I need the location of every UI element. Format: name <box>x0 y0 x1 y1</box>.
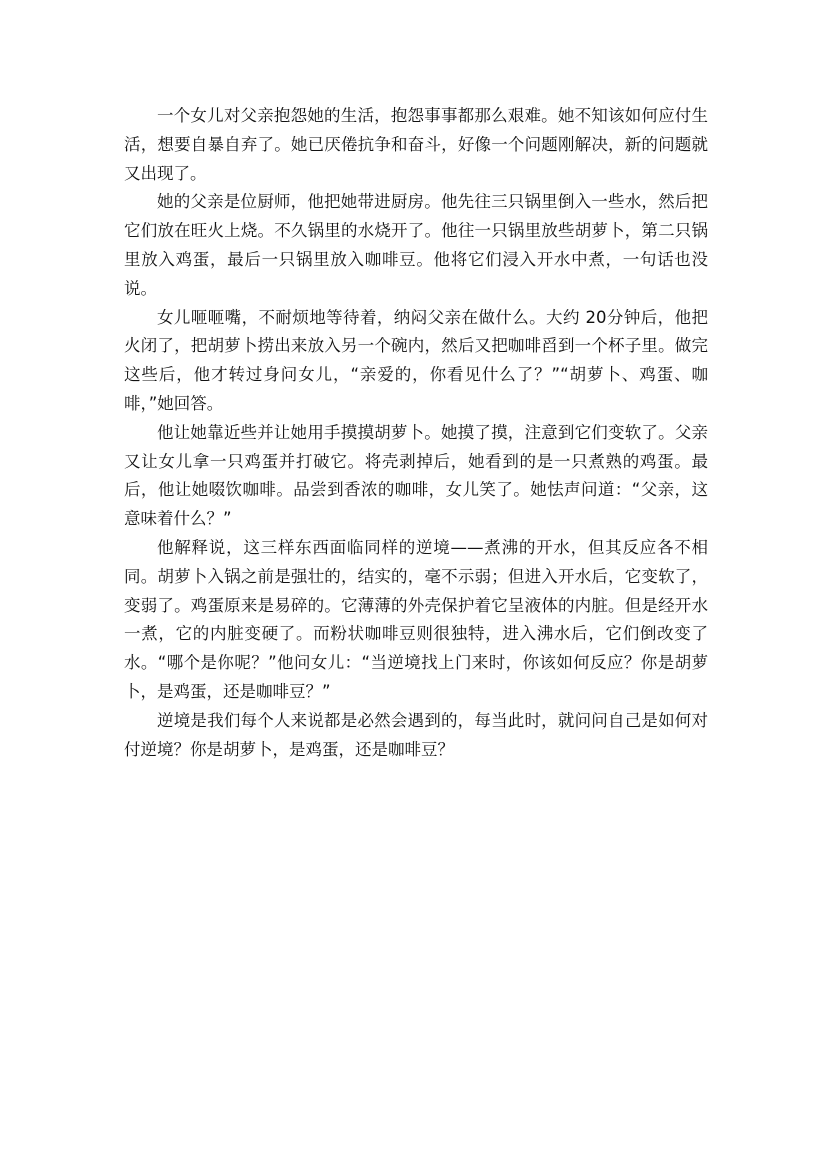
paragraph-5: 他解释说，这三样东西面临同样的逆境——煮沸的开水，但其反应各不相同。胡萝卜入锅之前是强壮的，结实的，毫不示弱；但进入开水后，它变软了，变弱了。鸡蛋原来是易碎的。它薄薄的外壳保护着它呈液体的内脏。但是经开水一煮，它的内脏变硬了。而粉状咖啡豆则很独特，进入沸水后，它们倒改变了水。“哪个是你呢？”他问女儿：“当逆境找上门来时，你该如何反应？你是胡萝卜，是鸡蛋，还是咖啡豆？” <box>124 537 708 701</box>
paragraph-2: 她的父亲是位厨师，他把她带进厨房。他先往三只锅里倒入一些水，然后把它们放在旺火上烧。不久锅里的水烧开了。他往一只锅里放些胡萝卜，第二只锅里放入鸡蛋，最后一只锅里放入咖啡豆。他将它们浸入开水中煮，一句话也没说。 <box>124 192 708 298</box>
paragraph-3: 女儿咂咂嘴，不耐烦地等待着，纳闷父亲在做什么。大约 20分钟后，他把火闭了，把胡萝卜捞出来放入另一个碗内，然后又把咖啡舀到一个杯子里。做完这些后，他才转过身问女儿，“亲爱的，你看见什么了？”“胡萝卜、鸡蛋、咖啡，”她回答。 <box>124 307 708 413</box>
document-body <box>124 102 708 764</box>
paragraph-4: 他让她靠近些并让她用手摸摸胡萝卜。她摸了摸，注意到它们变软了。父亲又让女儿拿一只鸡蛋并打破它。将壳剥掉后，她看到的是一只煮熟的鸡蛋。最后，他让她啜饮咖啡。品尝到香浓的咖啡，女儿笑了。她怯声问道：“父亲，这意味着什么？” <box>124 422 708 529</box>
paragraph-6: 逆境是我们每个人来说都是必然会遇到的，每当此时，就问问自己是如何对付逆境？你是胡萝卜，是鸡蛋，还是咖啡豆？ <box>124 710 708 759</box>
paragraph-1: 一个女儿对父亲抱怨她的生活，抱怨事事都那么艰难。她不知该如何应付生活，想要自暴自弃了。她已厌倦抗争和奋斗，好像一个问题刚解决，新的问题就又出现了。 <box>124 106 708 183</box>
